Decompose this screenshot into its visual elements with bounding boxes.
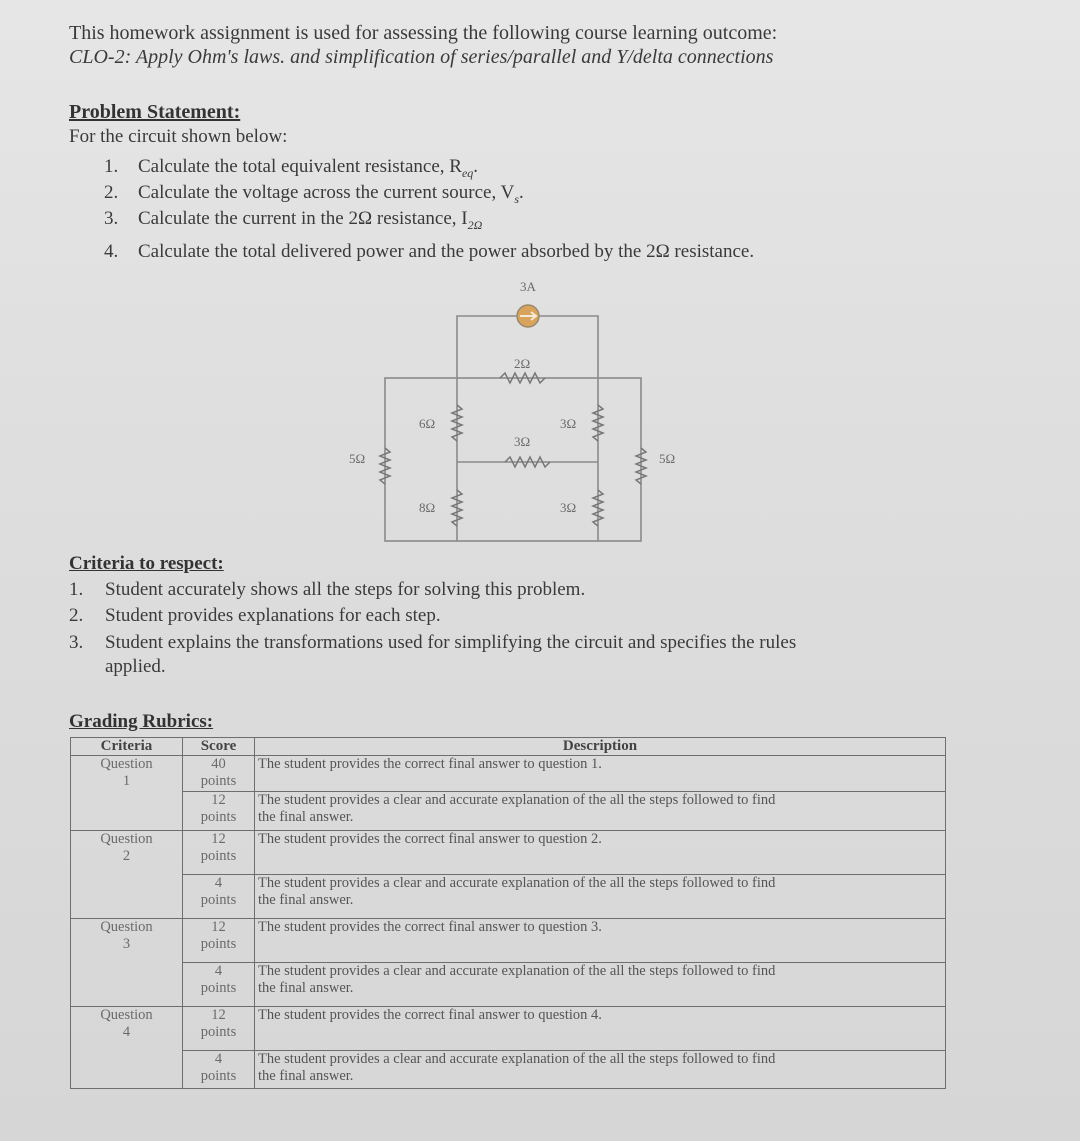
rubric-criteria-line: 4 bbox=[122, 1024, 131, 1040]
resistor-2ohm-label: 2Ω bbox=[514, 356, 531, 371]
rubric-heading: Grading Rubrics: bbox=[69, 711, 214, 732]
rubric-score-cell bbox=[183, 963, 255, 1007]
rubric-score-line: points bbox=[200, 809, 237, 825]
criteria-item-1 bbox=[69, 579, 585, 601]
rubric-criteria-line: 3 bbox=[122, 936, 131, 952]
rubric-header-row bbox=[71, 738, 946, 756]
criteria-item-text: Student provides explanations for each step. bbox=[105, 605, 441, 626]
rubric-criteria-cell bbox=[71, 756, 183, 831]
rubric-score-line: 12 bbox=[211, 831, 226, 847]
resistor-5ohm-left-zigzag bbox=[380, 448, 390, 484]
rubric-description-cell bbox=[255, 831, 946, 875]
rubric-score-line: points bbox=[200, 773, 237, 789]
rubric-description-cell bbox=[255, 1007, 946, 1051]
rubric-criteria-line: Question bbox=[100, 1007, 153, 1023]
rubric-description-line: The student provides the correct final answer to question 3. bbox=[258, 919, 602, 935]
rubric-criteria-cell bbox=[71, 831, 183, 919]
rubric-score-cell bbox=[183, 919, 255, 963]
problem-item-number: 3. bbox=[104, 208, 119, 229]
rubric-col-criteria: Criteria bbox=[71, 738, 183, 756]
resistor-8ohm-zigzag bbox=[452, 490, 462, 526]
problem-heading: Problem Statement: bbox=[69, 101, 241, 123]
criteria-item-text: Student accurately shows all the steps for solving this problem. bbox=[105, 579, 586, 600]
rubric-description-cell bbox=[255, 792, 946, 831]
criteria-item-2 bbox=[69, 605, 441, 627]
outcome-line-2: CLO-2: Apply Ohm's laws. and simplification of series/parallel and Y/delta connections bbox=[69, 46, 774, 68]
rubric-score-cell bbox=[183, 831, 255, 875]
rubric-description-line: The student provides the correct final answer to question 1. bbox=[258, 756, 602, 772]
criteria-heading: Criteria to respect: bbox=[69, 553, 224, 574]
rubric-col-score: Score bbox=[183, 738, 255, 756]
rubric-description-line: The student provides the correct final answer to question 2. bbox=[258, 831, 602, 847]
rubric-criteria-line: Question bbox=[100, 756, 153, 772]
criteria-item-3 bbox=[69, 632, 796, 654]
rubric-score-line: points bbox=[200, 848, 237, 864]
rubric-criteria-line: 2 bbox=[122, 848, 131, 864]
problem-item-text: Calculate the current in the 2Ω resistance, I bbox=[138, 208, 468, 229]
rubric-criteria-line: 1 bbox=[122, 773, 131, 789]
resistor-3ohm-mid-zigzag bbox=[505, 457, 550, 467]
criteria-item-text: applied. bbox=[105, 656, 166, 677]
rubric-score-line: 40 bbox=[211, 756, 226, 772]
outer-loop-wire bbox=[385, 378, 641, 541]
rubric-row bbox=[71, 963, 946, 1007]
resistor-5ohm-right-label: 5Ω bbox=[659, 451, 676, 466]
rubric-description-cell bbox=[255, 756, 946, 792]
problem-item-number: 4. bbox=[104, 241, 119, 262]
rubric-description-line: the final answer. bbox=[258, 892, 354, 908]
rubric-criteria-line: Question bbox=[100, 831, 153, 847]
problem-item-subscript: eq bbox=[461, 165, 474, 180]
problem-item-subscript: 2Ω bbox=[467, 217, 483, 232]
rubric-score-line: 12 bbox=[211, 792, 226, 808]
rubric-row bbox=[71, 875, 946, 919]
rubric-row bbox=[71, 1051, 946, 1089]
rubric-table bbox=[70, 737, 946, 1089]
rubric-score-line: points bbox=[200, 936, 237, 952]
rubric-score-line: 4 bbox=[214, 963, 223, 979]
rubric-score-line: 4 bbox=[214, 875, 223, 891]
rubric-criteria-line: Question bbox=[100, 919, 153, 935]
rubric-score-cell bbox=[183, 1007, 255, 1051]
rubric-row bbox=[71, 831, 946, 875]
rubric-description-line: The student provides a clear and accurate explanation of the all the steps followed to find bbox=[258, 792, 776, 808]
problem-item-number: 1. bbox=[104, 156, 119, 177]
rubric-description-line: The student provides a clear and accurate explanation of the all the steps followed to find bbox=[258, 1051, 776, 1067]
rubric-criteria-cell bbox=[71, 1007, 183, 1089]
rubric-description-line: the final answer. bbox=[258, 1068, 354, 1084]
resistor-3ohm-lower-zigzag bbox=[593, 490, 603, 526]
current-source-3a bbox=[517, 305, 539, 327]
criteria-item-text: Student explains the transformations used for simplifying the circuit and specifies the rules bbox=[105, 632, 797, 653]
problem-item-tail: . bbox=[473, 156, 479, 177]
rubric-row bbox=[71, 792, 946, 831]
rubric-score-line: points bbox=[200, 1068, 237, 1084]
rubric-description-line: The student provides a clear and accurate explanation of the all the steps followed to find bbox=[258, 963, 776, 979]
circuit-diagram bbox=[0, 0, 1080, 560]
resistor-3ohm-upper-zigzag bbox=[593, 405, 603, 441]
resistor-2ohm-zigzag bbox=[500, 373, 545, 383]
criteria-item-number: 2. bbox=[69, 605, 84, 626]
criteria-item-number: 3. bbox=[69, 632, 84, 653]
problem-item-number: 2. bbox=[104, 182, 119, 203]
problem-intro: For the circuit shown below: bbox=[69, 126, 288, 147]
problem-item-text: Calculate the total equivalent resistance, R bbox=[138, 156, 462, 177]
rubric-score-cell bbox=[183, 1051, 255, 1089]
resistor-5ohm-left-label: 5Ω bbox=[349, 451, 366, 466]
rubric-score-cell bbox=[183, 875, 255, 919]
rubric-description-line: The student provides a clear and accurate explanation of the all the steps followed to find bbox=[258, 875, 776, 891]
resistor-3ohm-lower-label: 3Ω bbox=[560, 500, 577, 515]
rubric-description-cell bbox=[255, 1051, 946, 1089]
problem-item-text: Calculate the total delivered power and the power absorbed by the 2Ω resistance. bbox=[138, 241, 755, 262]
resistor-5ohm-right-zigzag bbox=[636, 448, 646, 484]
criteria-item-3-continued bbox=[69, 656, 166, 678]
resistor-6ohm-label: 6Ω bbox=[419, 416, 436, 431]
problem-item-subscript: s bbox=[514, 191, 520, 206]
problem-item-tail: . bbox=[519, 182, 524, 203]
rubric-score-line: points bbox=[200, 980, 237, 996]
rubric-body bbox=[71, 756, 946, 1089]
rubric-score-line: 4 bbox=[214, 1051, 223, 1067]
rubric-score-line: 12 bbox=[211, 919, 226, 935]
rubric-score-line: 12 bbox=[211, 1007, 226, 1023]
rubric-col-description: Description bbox=[255, 738, 946, 756]
rubric-score-cell bbox=[183, 756, 255, 792]
rubric-description-line: the final answer. bbox=[258, 980, 354, 996]
rubric-description-cell bbox=[255, 919, 946, 963]
problem-item-text: Calculate the voltage across the current source, V bbox=[138, 182, 515, 203]
rubric-score-line: points bbox=[200, 1024, 237, 1040]
rubric-description-cell bbox=[255, 875, 946, 919]
rubric-criteria-cell bbox=[71, 919, 183, 1007]
rubric-description-line: the final answer. bbox=[258, 809, 354, 825]
resistor-8ohm-label: 8Ω bbox=[419, 500, 436, 515]
rubric-description-cell bbox=[255, 963, 946, 1007]
criteria-item-number: 1. bbox=[69, 579, 84, 600]
rubric-row bbox=[71, 756, 946, 792]
source-label: 3A bbox=[520, 279, 536, 294]
rubric-row bbox=[71, 1007, 946, 1051]
resistor-6ohm-zigzag bbox=[452, 405, 462, 441]
rubric-row bbox=[71, 919, 946, 963]
rubric-description-line: The student provides the correct final answer to question 4. bbox=[258, 1007, 602, 1023]
resistor-3ohm-mid-label: 3Ω bbox=[514, 434, 531, 449]
resistor-3ohm-upper-label: 3Ω bbox=[560, 416, 577, 431]
rubric-score-cell bbox=[183, 792, 255, 831]
rubric-score-line: points bbox=[200, 892, 237, 908]
outcome-line-1: This homework assignment is used for assessing the following course learning outcome: bbox=[69, 22, 778, 44]
